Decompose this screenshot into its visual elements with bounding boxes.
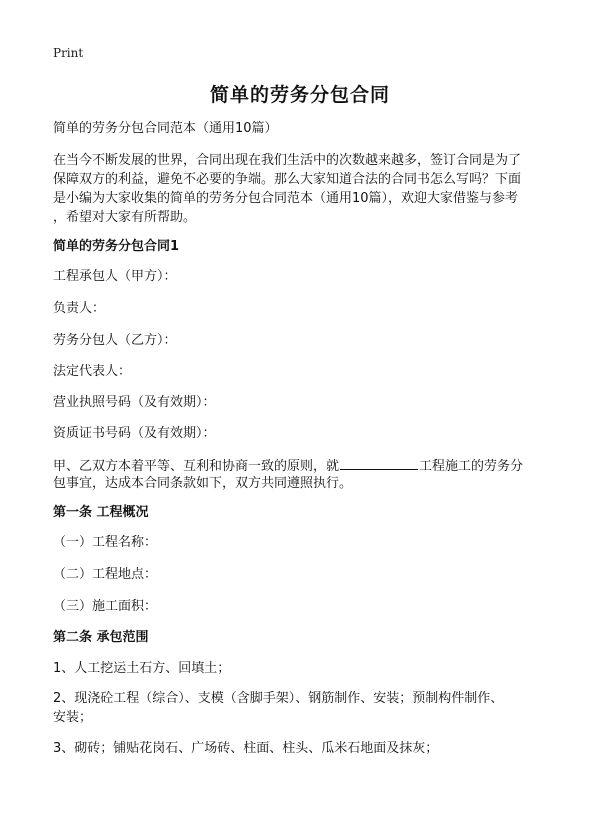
article-2-item-1: 1、人工挖运土石方、回填土； — [53, 661, 231, 676]
article-2-heading: 第二条 承包范围 — [53, 630, 149, 645]
project-name-blank — [340, 455, 418, 470]
responsible-person-field: 负责人： — [53, 301, 106, 316]
intro-line-4: ，希望对大家有所帮助。 — [53, 210, 197, 225]
article-1-item-3: （三）施工面积： — [53, 599, 158, 614]
article-2-item-2-line-1: 2、现浇砼工程（综合）、支模（含脚手架）、钢筋制作、安装；预制构件制作、 — [53, 691, 504, 706]
document-title: 简单的劳务分包合同 — [209, 84, 390, 106]
article-2-item-2-line-2: 安装； — [53, 710, 93, 725]
agreement-line-1 — [53, 455, 553, 476]
business-license-field: 营业执照号码（及有效期）： — [53, 395, 216, 410]
contract-1-heading: 简单的劳务分包合同1 — [53, 239, 180, 254]
agreement-line-2: 包事宜，达成本合同条款如下，双方共同遵照执行。 — [53, 476, 353, 491]
intro-line-1: 在当今不断发展的世界，合同出现在我们生活中的次数越来越多，签订合同是为了 — [53, 153, 522, 168]
agreement-text-after-blank: 工程施工的劳务分 — [419, 459, 524, 474]
agreement-text-before-blank: 甲、乙双方本着平等、互利和协商一致的原则，就 — [53, 459, 340, 474]
article-1-heading: 第一条 工程概况 — [53, 505, 149, 520]
document-subtitle: 简单的劳务分包合同范本（通用10篇） — [53, 121, 278, 136]
article-1-item-2: （二）工程地点： — [53, 567, 158, 582]
party-b-field: 劳务分包人（乙方）： — [53, 333, 177, 348]
print-label: Print — [53, 46, 84, 60]
legal-representative-field: 法定代表人： — [53, 364, 132, 379]
qualification-cert-field: 资质证书号码（及有效期）： — [53, 426, 216, 441]
intro-line-2: 保障双方的利益，避免不必要的争端。那么大家知道合法的合同书怎么写吗？下面 — [53, 172, 522, 187]
article-2-item-3: 3、砌砖；铺贴花岗石、广场砖、柱面、柱头、瓜米石地面及抹灰； — [53, 741, 439, 756]
party-a-field: 工程承包人（甲方）： — [53, 269, 177, 284]
intro-line-3: 是小编为大家收集的简单的劳务分包合同范本（通用10篇），欢迎大家借鉴与参考 — [53, 191, 519, 206]
article-1-item-1: （一）工程名称： — [53, 535, 158, 550]
